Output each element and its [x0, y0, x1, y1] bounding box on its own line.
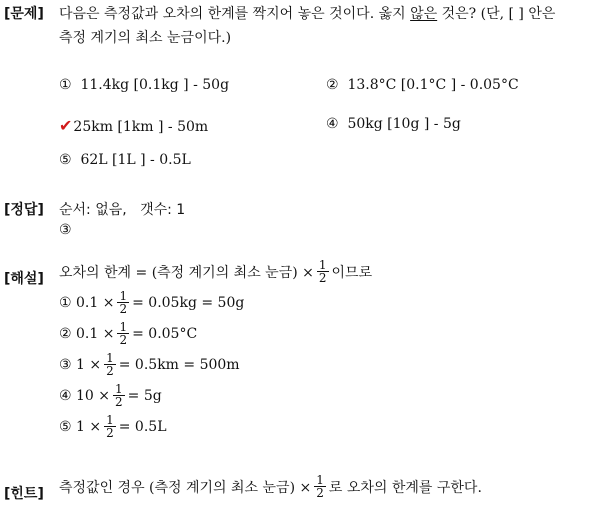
fraction-one-half: $\frac{1}{2}$ — [318, 258, 327, 285]
explanation-step-1: ① 0.1 × $\frac{1}{2}$ = 0.05kg = 50g — [59, 289, 245, 316]
checkmark-icon: ✔ — [59, 116, 73, 135]
choice-4: ④ 50kg [10g ] - 5g — [326, 116, 461, 132]
answer-order-count: 순서: 없음, 갯수: 1 — [59, 202, 186, 218]
explanation-step-2: ② 0.1 × $\frac{1}{2}$ = 0.05°C — [59, 320, 198, 347]
underlined-word: 않은 — [410, 6, 438, 22]
problem-label: [문제] — [4, 6, 44, 22]
explanation-label: [해설] — [4, 271, 44, 287]
explanation-intro: 오차의 한계 = (측정 계기의 최소 눈금) × $\frac{1}{2}$ 이므로 — [59, 258, 373, 285]
fraction-one-half: $\frac{1}{2}$ — [316, 473, 324, 500]
explanation-step-4: ④ 10 × $\frac{1}{2}$ = 5g — [59, 382, 162, 409]
hint-label: [힌트] — [4, 486, 44, 502]
answer-label: [정답] — [4, 202, 44, 218]
choice-3: ✔25km [1km ] - 50m — [59, 116, 209, 135]
problem-question-line2: 측정 계기의 최소 눈금이다.) — [59, 30, 232, 46]
explanation-step-5: ⑤ 1 × $\frac{1}{2}$ = 0.5L — [59, 413, 167, 440]
explanation-step-3: ③ 1 × $\frac{1}{2}$ = 0.5km = 500m — [59, 351, 240, 378]
hint-text: 측정값인 경우 (측정 계기의 최소 눈금) × $\frac{1}{2}$ 로 오차의 한계를 구한다. — [59, 473, 482, 500]
choice-1: ① 11.4kg [0.1kg ] - 50g — [59, 77, 230, 93]
choice-2: ② 13.8°C [0.1°C ] - 0.05°C — [326, 77, 519, 93]
problem-question-line1: 다음은 측정값과 오차의 한계를 짝지어 놓은 것이다. 옳지 않은 것은? (단, [ ] 안은 — [59, 6, 556, 22]
choice-5: ⑤ 62L [1L ] - 0.5L — [59, 152, 191, 168]
answer-value: ③ — [59, 222, 72, 238]
